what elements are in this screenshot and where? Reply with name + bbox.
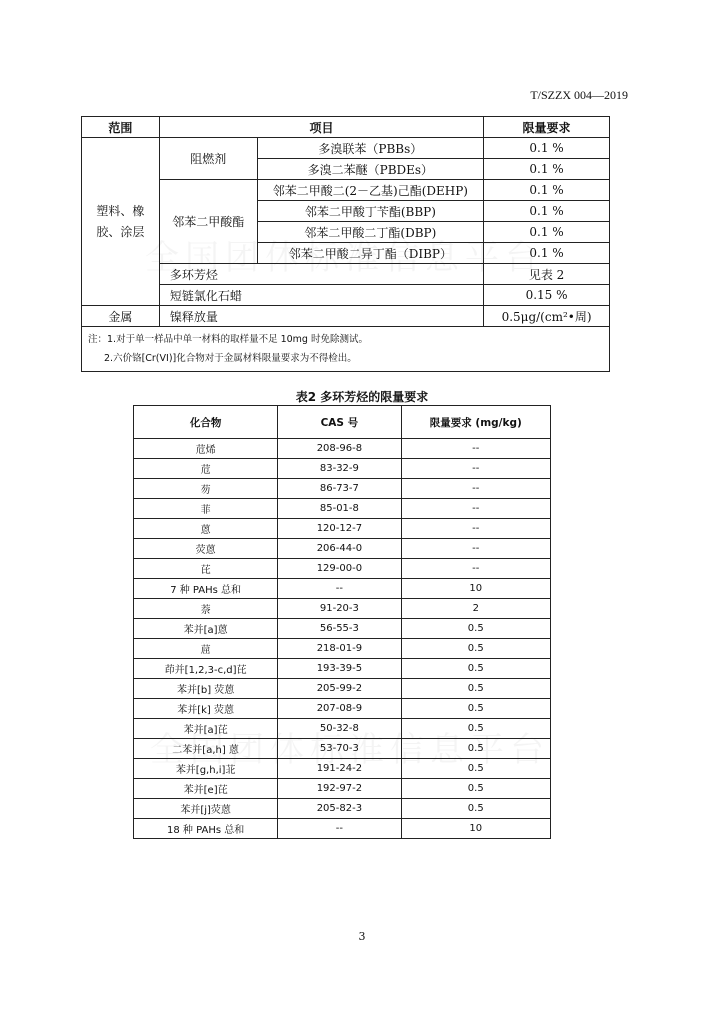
compound-cell: 茚并[1,2,3-c,d]芘: [134, 659, 278, 679]
compound-cell: 苯并[k] 荧蒽: [134, 699, 278, 719]
limit-cell: 0.1 %: [484, 138, 610, 159]
cas-cell: 85-01-8: [278, 499, 401, 519]
cas-cell: 192-97-2: [278, 779, 401, 799]
limit-cell: --: [401, 459, 550, 479]
table-row: [134, 759, 551, 779]
item-cell: 短链氯化石蜡: [159, 285, 483, 306]
limit-cell: 0.5: [401, 659, 550, 679]
pah-limits-table: [133, 405, 551, 839]
scope-plastics: 塑料、橡胶、涂层: [82, 138, 160, 306]
cas-cell: 91-20-3: [278, 599, 401, 619]
cas-cell: 208-96-8: [278, 439, 401, 459]
item-cell: 多溴二苯醚（PBDEs）: [257, 159, 484, 180]
table-row: [134, 559, 551, 579]
table-row: [134, 499, 551, 519]
item-cell: 邻苯二甲酸二丁酯(DBP): [257, 222, 484, 243]
cas-cell: 218-01-9: [278, 639, 401, 659]
compound-cell: 菲: [134, 499, 278, 519]
item-cell: 邻苯二甲酸二(2－乙基)己酯(DEHP): [257, 180, 484, 201]
cas-cell: 205-82-3: [278, 799, 401, 819]
compound-cell: 18 种 PAHs 总和: [134, 819, 278, 839]
group-flame-retardant: 阻燃剂: [159, 138, 257, 180]
table-row: [134, 779, 551, 799]
limit-cell: 0.1 %: [484, 243, 610, 264]
compound-cell: 苊: [134, 459, 278, 479]
compound-cell: 苯并[g,h,i]苝: [134, 759, 278, 779]
compound-cell: 芴: [134, 479, 278, 499]
limit-cell: 0.5μg/(cm²•周): [484, 306, 610, 327]
table-row: [134, 639, 551, 659]
item-cell: 多环芳烃: [159, 264, 483, 285]
header-item: 项目: [159, 117, 483, 138]
compound-cell: 苯并[j]荧蒽: [134, 799, 278, 819]
limit-cell: --: [401, 519, 550, 539]
limit-cell: 0.5: [401, 759, 550, 779]
notes-cell: [82, 327, 610, 372]
table-row: [134, 439, 551, 459]
limit-cell: --: [401, 499, 550, 519]
compound-cell: 苯并[b] 荧蒽: [134, 679, 278, 699]
cas-cell: 206-44-0: [278, 539, 401, 559]
limits-table: [81, 116, 610, 372]
limit-cell: 0.1 %: [484, 201, 610, 222]
limit-cell: 0.15 %: [484, 285, 610, 306]
table-row: [82, 264, 610, 285]
table-row: [134, 459, 551, 479]
table-row: [134, 619, 551, 639]
cas-cell: --: [278, 819, 401, 839]
table-row: [134, 719, 551, 739]
limit-cell: 0.1 %: [484, 180, 610, 201]
cas-cell: 207-08-9: [278, 699, 401, 719]
compound-cell: 芘: [134, 559, 278, 579]
compound-cell: 萘: [134, 599, 278, 619]
cas-cell: 120-12-7: [278, 519, 401, 539]
item-cell: 镍释放量: [159, 306, 483, 327]
limit-cell: 0.1 %: [484, 159, 610, 180]
table-row: [134, 539, 551, 559]
table-row: [134, 599, 551, 619]
cas-cell: 205-99-2: [278, 679, 401, 699]
table-row: [82, 285, 610, 306]
limit-cell: 0.5: [401, 679, 550, 699]
compound-cell: 蒽: [134, 519, 278, 539]
limit-cell: 0.5: [401, 619, 550, 639]
cas-cell: 129-00-0: [278, 559, 401, 579]
limit-cell: 0.5: [401, 739, 550, 759]
header-limit: 限量要求: [484, 117, 610, 138]
limit-cell: --: [401, 439, 550, 459]
group-phthalates: 邻苯二甲酸酯: [159, 180, 257, 264]
compound-cell: 苊烯: [134, 439, 278, 459]
compound-cell: 䓛: [134, 639, 278, 659]
table-row: [82, 180, 610, 201]
table-row: [134, 519, 551, 539]
cas-cell: 83-32-9: [278, 459, 401, 479]
compound-cell: 荧蒽: [134, 539, 278, 559]
table2-caption: 表2 多环芳烃的限量要求: [295, 390, 429, 404]
header-limit: 限量要求 (mg/kg): [401, 406, 550, 439]
item-cell: 邻苯二甲酸丁苄酯(BBP): [257, 201, 484, 222]
table-row: [134, 659, 551, 679]
limit-cell: --: [401, 559, 550, 579]
limit-cell: --: [401, 539, 550, 559]
standard-code: T/SZZX 004—2019: [530, 88, 628, 102]
table-header-row: [134, 406, 551, 439]
table-row: [134, 799, 551, 819]
item-cell: 多溴联苯（PBBs）: [257, 138, 484, 159]
limit-cell: --: [401, 479, 550, 499]
table-header-row: [82, 117, 610, 138]
limit-cell: 见表 2: [484, 264, 610, 285]
cas-cell: 53-70-3: [278, 739, 401, 759]
cas-cell: 193-39-5: [278, 659, 401, 679]
limit-cell: 0.5: [401, 699, 550, 719]
table-row: [134, 819, 551, 839]
compound-cell: 苯并[a]芘: [134, 719, 278, 739]
item-cell: 邻苯二甲酸二异丁酯（DIBP）: [257, 243, 484, 264]
limit-cell: 0.1 %: [484, 222, 610, 243]
cas-cell: 50-32-8: [278, 719, 401, 739]
header-scope: 范围: [82, 117, 160, 138]
limit-cell: 0.5: [401, 719, 550, 739]
limit-cell: 10: [401, 819, 550, 839]
table-row: [134, 699, 551, 719]
header-cas: CAS 号: [278, 406, 401, 439]
table-row: [134, 679, 551, 699]
limit-cell: 0.5: [401, 799, 550, 819]
table-row: [82, 306, 610, 327]
header-compound: 化合物: [134, 406, 278, 439]
notes-row: [82, 327, 610, 372]
limit-cell: 0.5: [401, 779, 550, 799]
compound-cell: 苯并[e]芘: [134, 779, 278, 799]
table-row: [134, 579, 551, 599]
cas-cell: 56-55-3: [278, 619, 401, 639]
table-row: [134, 479, 551, 499]
cas-cell: 191-24-2: [278, 759, 401, 779]
note-2: 2.六价铬[Cr(VI)]化合物对于金属材料限量要求为不得检出。: [104, 353, 357, 364]
scope-metal: 金属: [82, 306, 160, 327]
table-row: [82, 138, 610, 159]
note-1: 注：1.对于单一样品中单一材料的取样量不足 10mg 时免除测试。: [88, 334, 368, 345]
limit-cell: 10: [401, 579, 550, 599]
page-number: 3: [358, 930, 366, 943]
pah-table-body: [134, 439, 551, 839]
limit-cell: 2: [401, 599, 550, 619]
limit-cell: 0.5: [401, 639, 550, 659]
cas-cell: --: [278, 579, 401, 599]
compound-cell: 苯并[a]蒽: [134, 619, 278, 639]
table-row: [134, 739, 551, 759]
compound-cell: 7 种 PAHs 总和: [134, 579, 278, 599]
compound-cell: 二苯并[a,h] 蒽: [134, 739, 278, 759]
cas-cell: 86-73-7: [278, 479, 401, 499]
